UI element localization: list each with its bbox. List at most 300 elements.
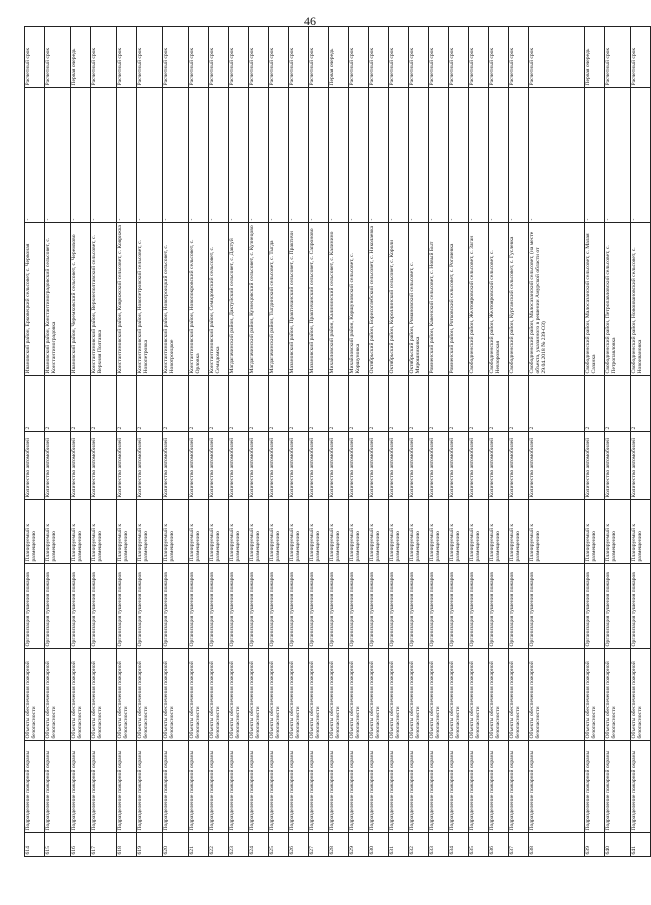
object-type-cell: Подразделение пожарной охраны bbox=[409, 741, 429, 833]
characteristic-cell: Количество автомобилей bbox=[309, 432, 329, 500]
object-category-cell: Объекты обеспечения пожарной безопасности bbox=[389, 649, 409, 741]
object-type-cell: Подразделение пожарной охраны bbox=[163, 741, 189, 833]
object-status-cell: Планируемый к размещению bbox=[91, 500, 117, 564]
characteristic-cell: Количество автомобилей bbox=[45, 432, 71, 500]
object-purpose-cell: Организация тушения пожаров bbox=[117, 564, 137, 649]
object-status-cell: Планируемый к размещению bbox=[229, 500, 249, 564]
object-purpose-cell: Организация тушения пожаров bbox=[249, 564, 269, 649]
object-category-cell: Объекты обеспечения пожарной безопасности bbox=[209, 649, 229, 741]
object-status-cell: Планируемый к размещению bbox=[509, 500, 529, 564]
protection-zone-cell: - bbox=[389, 88, 409, 223]
protection-zone-cell: - bbox=[25, 88, 45, 223]
location-cell: Ивановский район, Черемховский сельсовет, с. Черемхово bbox=[71, 223, 91, 376]
object-status-cell: Планируемый к размещению bbox=[117, 500, 137, 564]
object-type-cell: Подразделение пожарной охраны bbox=[249, 741, 269, 833]
object-status-cell: Планируемый к размещению bbox=[309, 500, 329, 564]
row-number-cell: 634 bbox=[449, 833, 469, 857]
location-cell: Мазановский район, Практичанский сельсовет, с. Практичи bbox=[289, 223, 309, 376]
object-status-cell: Планируемый к размещению bbox=[209, 500, 229, 564]
characteristic-value-cell: 2 bbox=[117, 376, 137, 432]
protection-zone-cell: - bbox=[509, 88, 529, 223]
characteristic-value-cell: 2 bbox=[349, 376, 369, 432]
table-row bbox=[71, 27, 91, 857]
row-number-cell: 641 bbox=[631, 833, 651, 857]
implementation-stage-cell: Расчетный срок bbox=[389, 27, 409, 88]
location-cell: Свободненский район, Новоивановский сельсовет, с. Новоивановка bbox=[631, 223, 651, 376]
characteristic-cell: Количество автомобилей bbox=[289, 432, 309, 500]
object-category-cell: Объекты обеспечения пожарной безопасности bbox=[349, 649, 369, 741]
characteristic-cell: Количество автомобилей bbox=[137, 432, 163, 500]
table-row bbox=[329, 27, 349, 857]
implementation-stage-cell: Расчетный срок bbox=[229, 27, 249, 88]
object-status-cell: Планируемый к размещению bbox=[585, 500, 605, 564]
object-status-cell: Планируемый к размещению bbox=[469, 500, 489, 564]
object-category-cell: Объекты обеспечения пожарной безопасности bbox=[137, 649, 163, 741]
object-purpose-cell: Организация тушения пожаров bbox=[429, 564, 449, 649]
object-type-cell: Подразделение пожарной охраны bbox=[229, 741, 249, 833]
object-purpose-cell: Организация тушения пожаров bbox=[349, 564, 369, 649]
protection-zone-cell: - bbox=[489, 88, 509, 223]
location-cell: Ивановский район, Ерковецкий сельсовет, с. Червоная bbox=[25, 223, 45, 376]
object-type-cell: Подразделение пожарной охраны bbox=[605, 741, 631, 833]
characteristic-cell: Количество автомобилей bbox=[189, 432, 209, 500]
object-purpose-cell: Организация тушения пожаров bbox=[137, 564, 163, 649]
implementation-stage-cell: Первая очередь bbox=[329, 27, 349, 88]
implementation-stage-cell: Расчетный срок bbox=[269, 27, 289, 88]
row-number-cell: 618 bbox=[117, 833, 137, 857]
object-category-cell: Объекты обеспечения пожарной безопасности bbox=[117, 649, 137, 741]
table-row bbox=[389, 27, 409, 857]
object-status-cell: Планируемый к размещению bbox=[71, 500, 91, 564]
characteristic-cell: Количество автомобилей bbox=[329, 432, 349, 500]
location-cell: Константиновский район, Новотроицкий сельсовет, с. Новотроицкое bbox=[163, 223, 189, 376]
implementation-stage-cell: Расчетный срок bbox=[429, 27, 449, 88]
object-type-cell: Подразделение пожарной охраны bbox=[369, 741, 389, 833]
protection-zone-cell: - bbox=[449, 88, 469, 223]
table-row bbox=[289, 27, 309, 857]
characteristic-value-cell: 2 bbox=[71, 376, 91, 432]
location-cell: Константиновский район, Верхнеполтавский сельсовет, с. Верхняя Полтавка bbox=[91, 223, 117, 376]
characteristic-cell: Количество автомобилей bbox=[269, 432, 289, 500]
object-purpose-cell: Организация тушения пожаров bbox=[449, 564, 469, 649]
object-purpose-cell: Организация тушения пожаров bbox=[469, 564, 489, 649]
object-type-cell: Подразделение пожарной охраны bbox=[509, 741, 529, 833]
object-status-cell: Планируемый к размещению bbox=[329, 500, 349, 564]
row-number-cell: 615 bbox=[45, 833, 71, 857]
characteristic-cell: Количество автомобилей bbox=[25, 432, 45, 500]
object-status-cell: Планируемый к размещению bbox=[269, 500, 289, 564]
table-row bbox=[137, 27, 163, 857]
characteristic-value-cell: 2 bbox=[429, 376, 449, 432]
location-cell: Октябрьский район, Романовский сельсовет, с. Мирошниковка bbox=[409, 223, 429, 376]
object-purpose-cell: Организация тушения пожаров bbox=[329, 564, 349, 649]
protection-zone-cell: - bbox=[309, 88, 329, 223]
characteristic-cell: Количество автомобилей bbox=[163, 432, 189, 500]
object-purpose-cell: Организация тушения пожаров bbox=[163, 564, 189, 649]
object-type-cell: Подразделение пожарной охраны bbox=[489, 741, 509, 833]
implementation-stage-cell: Расчетный срок bbox=[249, 27, 269, 88]
table-row bbox=[189, 27, 209, 857]
characteristic-value-cell: 2 bbox=[289, 376, 309, 432]
object-category-cell: Объекты обеспечения пожарной безопасности bbox=[469, 649, 489, 741]
object-purpose-cell: Организация тушения пожаров bbox=[389, 564, 409, 649]
object-purpose-cell: Организация тушения пожаров bbox=[71, 564, 91, 649]
object-category-cell: Объекты обеспечения пожарной безопасности bbox=[269, 649, 289, 741]
object-status-cell: Планируемый к размещению bbox=[631, 500, 651, 564]
table-row bbox=[309, 27, 329, 857]
characteristic-value-cell: 2 bbox=[469, 376, 489, 432]
implementation-stage-cell: Расчетный срок bbox=[605, 27, 631, 88]
table-row bbox=[529, 27, 585, 857]
table-row bbox=[489, 27, 509, 857]
row-number-cell: 625 bbox=[269, 833, 289, 857]
object-purpose-cell: Организация тушения пожаров bbox=[209, 564, 229, 649]
object-purpose-cell: Организация тушения пожаров bbox=[631, 564, 651, 649]
characteristic-value-cell: 2 bbox=[25, 376, 45, 432]
implementation-stage-cell: Расчетный срок bbox=[137, 27, 163, 88]
characteristic-value-cell: 2 bbox=[529, 376, 585, 432]
object-status-cell: Планируемый к размещению bbox=[163, 500, 189, 564]
implementation-stage-cell: Расчетный срок bbox=[209, 27, 229, 88]
object-type-cell: Подразделение пожарной охраны bbox=[289, 741, 309, 833]
characteristic-cell: Количество автомобилей bbox=[605, 432, 631, 500]
protection-zone-cell: - bbox=[585, 88, 605, 223]
object-status-cell: Планируемый к размещению bbox=[249, 500, 269, 564]
object-type-cell: Подразделение пожарной охраны bbox=[209, 741, 229, 833]
object-category-cell: Объекты обеспечения пожарной безопасности bbox=[449, 649, 469, 741]
row-number-cell: 639 bbox=[585, 833, 605, 857]
protection-zone-cell: - bbox=[469, 88, 489, 223]
table-row bbox=[25, 27, 45, 857]
characteristic-value-cell: 2 bbox=[585, 376, 605, 432]
table-row bbox=[369, 27, 389, 857]
implementation-stage-cell: Расчетный срок bbox=[369, 27, 389, 88]
characteristic-cell: Количество автомобилей bbox=[409, 432, 429, 500]
object-category-cell: Объекты обеспечения пожарной безопасности bbox=[605, 649, 631, 741]
protection-zone-cell: - bbox=[45, 88, 71, 223]
object-type-cell: Подразделение пожарной охраны bbox=[429, 741, 449, 833]
protection-zone-cell: - bbox=[269, 88, 289, 223]
row-number-cell: 633 bbox=[429, 833, 449, 857]
characteristic-value-cell: 2 bbox=[369, 376, 389, 432]
object-status-cell: Планируемый к размещению bbox=[429, 500, 449, 564]
object-purpose-cell: Организация тушения пожаров bbox=[289, 564, 309, 649]
table-row bbox=[409, 27, 429, 857]
protection-zone-cell: - bbox=[429, 88, 449, 223]
protection-zone-cell: - bbox=[71, 88, 91, 223]
characteristic-value-cell: 2 bbox=[163, 376, 189, 432]
row-number-cell: 635 bbox=[469, 833, 489, 857]
characteristic-value-cell: 2 bbox=[329, 376, 349, 432]
object-status-cell: Планируемый к размещению bbox=[25, 500, 45, 564]
characteristic-cell: Количество автомобилей bbox=[509, 432, 529, 500]
object-status-cell: Планируемый к размещению bbox=[529, 500, 585, 564]
row-number-cell: 631 bbox=[389, 833, 409, 857]
location-cell: Свободненский район, Желтояровский сельсовет, с. Невзоровская bbox=[489, 223, 509, 376]
implementation-stage-cell: Расчетный срок bbox=[117, 27, 137, 88]
object-type-cell: Подразделение пожарной охраны bbox=[329, 741, 349, 833]
object-purpose-cell: Организация тушения пожаров bbox=[229, 564, 249, 649]
table-row bbox=[349, 27, 369, 857]
object-category-cell: Объекты обеспечения пожарной безопасности bbox=[189, 649, 209, 741]
characteristic-value-cell: 2 bbox=[45, 376, 71, 432]
protection-zone-cell: - bbox=[163, 88, 189, 223]
characteristic-value-cell: 2 bbox=[309, 376, 329, 432]
location-cell: Константиновский район, Коврижский сельсовет, с. Коврижка bbox=[117, 223, 137, 376]
characteristic-value-cell: 2 bbox=[449, 376, 469, 432]
object-type-cell: Подразделение пожарной охраны bbox=[309, 741, 329, 833]
implementation-stage-cell: Расчетный срок bbox=[45, 27, 71, 88]
object-type-cell: Подразделение пожарной охраны bbox=[71, 741, 91, 833]
protection-zone-cell: - bbox=[349, 88, 369, 223]
object-status-cell: Планируемый к размещению bbox=[369, 500, 389, 564]
object-purpose-cell: Организация тушения пожаров bbox=[605, 564, 631, 649]
location-cell: Михайловский район, Коршуновский сельсовет, с. Коршуновка bbox=[349, 223, 369, 376]
object-type-cell: Подразделение пожарной охраны bbox=[137, 741, 163, 833]
object-purpose-cell: Организация тушения пожаров bbox=[45, 564, 71, 649]
characteristic-value-cell: 2 bbox=[91, 376, 117, 432]
characteristic-value-cell: 2 bbox=[389, 376, 409, 432]
object-status-cell: Планируемый к размещению bbox=[137, 500, 163, 564]
object-category-cell: Объекты обеспечения пожарной безопасности bbox=[289, 649, 309, 741]
row-number-cell: 636 bbox=[489, 833, 509, 857]
object-type-cell: Подразделение пожарной охраны bbox=[25, 741, 45, 833]
row-number-cell: 640 bbox=[605, 833, 631, 857]
protection-zone-cell: - bbox=[249, 88, 269, 223]
object-category-cell: Объекты обеспечения пожарной безопасности bbox=[71, 649, 91, 741]
characteristic-cell: Количество автомобилей bbox=[117, 432, 137, 500]
table-row bbox=[209, 27, 229, 857]
table-row bbox=[585, 27, 605, 857]
row-number-cell: 627 bbox=[309, 833, 329, 857]
characteristic-cell: Количество автомобилей bbox=[469, 432, 489, 500]
implementation-stage-cell: Расчетный срок bbox=[349, 27, 369, 88]
row-number-cell: 628 bbox=[329, 833, 349, 857]
object-status-cell: Планируемый к размещению bbox=[489, 500, 509, 564]
location-cell: Магдагачинский район, Дактуйский сельсовет, с. Дактуй bbox=[229, 223, 249, 376]
protection-zone-cell: - bbox=[189, 88, 209, 223]
object-purpose-cell: Организация тушения пожаров bbox=[529, 564, 585, 649]
characteristic-cell: Количество автомобилей bbox=[209, 432, 229, 500]
protection-zone-cell: - bbox=[289, 88, 309, 223]
object-purpose-cell: Организация тушения пожаров bbox=[409, 564, 429, 649]
implementation-stage-cell: Расчетный срок bbox=[489, 27, 509, 88]
characteristic-value-cell: 2 bbox=[137, 376, 163, 432]
characteristic-value-cell: 2 bbox=[631, 376, 651, 432]
location-cell: Константиновский район, Новопетровский сельсовет, с. Новопетровка bbox=[137, 223, 163, 376]
row-number-cell: 619 bbox=[137, 833, 163, 857]
object-purpose-cell: Организация тушения пожаров bbox=[309, 564, 329, 649]
object-type-cell: Подразделение пожарной охраны bbox=[631, 741, 651, 833]
implementation-stage-cell: Первая очередь bbox=[71, 27, 91, 88]
implementation-stage-cell: Расчетный срок bbox=[91, 27, 117, 88]
object-category-cell: Объекты обеспечения пожарной безопасности bbox=[369, 649, 389, 741]
object-purpose-cell: Организация тушения пожаров bbox=[585, 564, 605, 649]
object-purpose-cell: Организация тушения пожаров bbox=[369, 564, 389, 649]
location-cell: Октябрьский район, Короллинский сельсовет, с. Короли bbox=[389, 223, 409, 376]
row-number-cell: 638 bbox=[529, 833, 585, 857]
table-row bbox=[429, 27, 449, 857]
implementation-stage-cell: Расчетный срок bbox=[163, 27, 189, 88]
object-status-cell: Планируемый к размещению bbox=[45, 500, 71, 564]
implementation-stage-cell: Первая очередь bbox=[585, 27, 605, 88]
implementation-stage-cell: Расчетный срок bbox=[631, 27, 651, 88]
row-number-cell: 617 bbox=[91, 833, 117, 857]
object-category-cell: Объекты обеспечения пожарной безопасности bbox=[509, 649, 529, 741]
characteristic-cell: Количество автомобилей bbox=[71, 432, 91, 500]
object-category-cell: Объекты обеспечения пожарной безопасности bbox=[489, 649, 509, 741]
object-purpose-cell: Организация тушения пожаров bbox=[189, 564, 209, 649]
object-category-cell: Объекты обеспечения пожарной безопасности bbox=[249, 649, 269, 741]
location-cell: Свободненский район, Желтояровский сельсовет, с. Заган bbox=[469, 223, 489, 376]
object-status-cell: Планируемый к размещению bbox=[605, 500, 631, 564]
object-type-cell: Подразделение пожарной охраны bbox=[189, 741, 209, 833]
table-row bbox=[269, 27, 289, 857]
implementation-stage-cell: Расчетный срок bbox=[409, 27, 429, 88]
location-cell: Ивановский район, Константиноградовский сельсовет, с. Константиноградовка bbox=[45, 223, 71, 376]
location-cell: Константиновский район, Семидомский сельсовет, с. Семидомка bbox=[209, 223, 229, 376]
object-type-cell: Подразделение пожарной охраны bbox=[529, 741, 585, 833]
row-number-cell: 621 bbox=[189, 833, 209, 857]
implementation-stage-cell: Расчетный срок bbox=[289, 27, 309, 88]
object-type-cell: Подразделение пожарной охраны bbox=[117, 741, 137, 833]
table-row bbox=[249, 27, 269, 857]
characteristic-cell: Количество автомобилей bbox=[529, 432, 585, 500]
table-row bbox=[91, 27, 117, 857]
implementation-stage-cell: Расчетный срок bbox=[509, 27, 529, 88]
protection-zone-cell: - bbox=[137, 88, 163, 223]
protection-zone-cell: - bbox=[409, 88, 429, 223]
object-category-cell: Объекты обеспечения пожарной безопасности bbox=[329, 649, 349, 741]
implementation-stage-cell: Расчетный срок bbox=[529, 27, 585, 88]
object-type-cell: Подразделение пожарной охраны bbox=[469, 741, 489, 833]
characteristic-cell: Количество автомобилей bbox=[489, 432, 509, 500]
protection-zone-cell: - bbox=[631, 88, 651, 223]
object-purpose-cell: Организация тушения пожаров bbox=[269, 564, 289, 649]
table-row bbox=[163, 27, 189, 857]
row-number-cell: 626 bbox=[289, 833, 309, 857]
location-cell: Свободненский район, Петропавловский сельсовет, с. Петропавловка bbox=[605, 223, 631, 376]
row-number-cell: 614 bbox=[25, 833, 45, 857]
protection-zone-cell: - bbox=[369, 88, 389, 223]
characteristic-value-cell: 2 bbox=[605, 376, 631, 432]
object-type-cell: Подразделение пожарной охраны bbox=[389, 741, 409, 833]
characteristic-cell: Количество автомобилей bbox=[369, 432, 389, 500]
table-row bbox=[509, 27, 529, 857]
location-cell: Ромненский район, Кавенский сельсовет, с. Новый Быт bbox=[429, 223, 449, 376]
protection-zone-cell: - bbox=[605, 88, 631, 223]
characteristic-value-cell: 2 bbox=[209, 376, 229, 432]
object-category-cell: Объекты обеспечения пожарной безопасности bbox=[91, 649, 117, 741]
characteristic-value-cell: 2 bbox=[229, 376, 249, 432]
object-category-cell: Объекты обеспечения пожарной безопасности bbox=[631, 649, 651, 741]
implementation-stage-cell: Расчетный срок bbox=[449, 27, 469, 88]
protection-zone-cell: - bbox=[529, 88, 585, 223]
object-category-cell: Объекты обеспечения пожарной безопасности bbox=[585, 649, 605, 741]
object-status-cell: Планируемый к размещению bbox=[289, 500, 309, 564]
table-row bbox=[605, 27, 631, 857]
characteristic-cell: Количество автомобилей bbox=[449, 432, 469, 500]
location-cell: Магдагачинский район, Тыгдинский сельсовет, с. Тыгда bbox=[269, 223, 289, 376]
object-category-cell: Объекты обеспечения пожарной безопасности bbox=[409, 649, 429, 741]
location-cell: Свободненский район, Малосазанский сельсовет, с. Малая Сазанка bbox=[585, 223, 605, 376]
characteristic-cell: Количество автомобилей bbox=[631, 432, 651, 500]
implementation-stage-cell: Расчетный срок bbox=[309, 27, 329, 88]
implementation-stage-cell: Расчетный срок bbox=[189, 27, 209, 88]
object-type-cell: Подразделение пожарной охраны bbox=[91, 741, 117, 833]
characteristic-value-cell: 2 bbox=[409, 376, 429, 432]
object-type-cell: Подразделение пожарной охраны bbox=[269, 741, 289, 833]
object-purpose-cell: Организация тушения пожаров bbox=[489, 564, 509, 649]
object-status-cell: Планируемый к размещению bbox=[409, 500, 429, 564]
row-number-cell: 622 bbox=[209, 833, 229, 857]
location-cell: Свободненский район, Малосазанский сельсовет, (на месте объекта, указанного в решении Амурской области от 29.04.2018 № 239-ОЗ) bbox=[529, 223, 585, 376]
protection-zone-cell: - bbox=[229, 88, 249, 223]
row-number-cell: 630 bbox=[369, 833, 389, 857]
characteristic-value-cell: 2 bbox=[249, 376, 269, 432]
object-type-cell: Подразделение пожарной охраны bbox=[349, 741, 369, 833]
table-row bbox=[229, 27, 249, 857]
object-category-cell: Объекты обеспечения пожарной безопасности bbox=[429, 649, 449, 741]
row-number-cell: 637 bbox=[509, 833, 529, 857]
characteristic-cell: Количество автомобилей bbox=[91, 432, 117, 500]
characteristic-cell: Количество автомобилей bbox=[429, 432, 449, 500]
object-category-cell: Объекты обеспечения пожарной безопасности bbox=[45, 649, 71, 741]
row-number-cell: 632 bbox=[409, 833, 429, 857]
object-category-cell: Объекты обеспечения пожарной безопасности bbox=[25, 649, 45, 741]
object-category-cell: Объекты обеспечения пожарной безопасности bbox=[529, 649, 585, 741]
characteristic-cell: Количество автомобилей bbox=[585, 432, 605, 500]
table-row bbox=[469, 27, 489, 857]
location-cell: Магдагачинский район, Кузнецовский сельсовет, с. Кузнецово bbox=[249, 223, 269, 376]
implementation-stage-cell: Расчетный срок bbox=[469, 27, 489, 88]
row-number-cell: 629 bbox=[349, 833, 369, 857]
characteristic-value-cell: 2 bbox=[269, 376, 289, 432]
object-type-cell: Подразделение пожарной охраны bbox=[45, 741, 71, 833]
table-row bbox=[45, 27, 71, 857]
location-cell: Константиновский район, Новопокровский сельсовет, с. Орловка bbox=[189, 223, 209, 376]
protection-zone-cell: - bbox=[117, 88, 137, 223]
row-number-cell: 620 bbox=[163, 833, 189, 857]
location-cell: Октябрьский район, Борисоглебский сельсовет, с. Николаевка bbox=[369, 223, 389, 376]
characteristic-value-cell: 2 bbox=[509, 376, 529, 432]
characteristic-cell: Количество автомобилей bbox=[349, 432, 369, 500]
table-body bbox=[25, 27, 651, 857]
implementation-stage-cell: Расчетный срок bbox=[25, 27, 45, 88]
location-cell: Ромненский район, Ротковский сельсовет, с. Рогачевка bbox=[449, 223, 469, 376]
page-number: 46 bbox=[304, 14, 316, 28]
protection-zone-cell: - bbox=[329, 88, 349, 223]
object-status-cell: Планируемый к размещению bbox=[449, 500, 469, 564]
table-row bbox=[449, 27, 469, 857]
characteristic-value-cell: 2 bbox=[489, 376, 509, 432]
protection-zone-cell: - bbox=[209, 88, 229, 223]
object-category-cell: Объекты обеспечения пожарной безопасности bbox=[229, 649, 249, 741]
object-category-cell: Объекты обеспечения пожарной безопасности bbox=[163, 649, 189, 741]
object-category-cell: Объекты обеспечения пожарной безопасности bbox=[309, 649, 329, 741]
row-number-cell: 623 bbox=[229, 833, 249, 857]
object-status-cell: Планируемый к размещению bbox=[349, 500, 369, 564]
object-type-cell: Подразделение пожарной охраны bbox=[449, 741, 469, 833]
object-type-cell: Подразделение пожарной охраны bbox=[585, 741, 605, 833]
characteristic-cell: Количество автомобилей bbox=[249, 432, 269, 500]
table-row bbox=[117, 27, 137, 857]
object-purpose-cell: Организация тушения пожаров bbox=[25, 564, 45, 649]
protection-zone-cell: - bbox=[91, 88, 117, 223]
location-cell: Михайловский район, Калининский сельсовет, с. Калинино bbox=[329, 223, 349, 376]
table-row bbox=[631, 27, 651, 857]
row-number-cell: 616 bbox=[71, 833, 91, 857]
